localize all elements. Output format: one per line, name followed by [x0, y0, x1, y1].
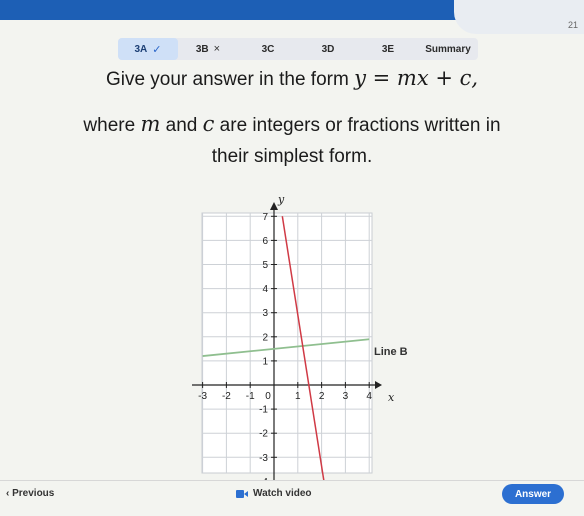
question-line-3: their simplest form. [211, 146, 373, 167]
math-c: c [202, 112, 215, 136]
answer-button[interactable]: Answer [502, 484, 564, 504]
equation-form: y = mx + c, [354, 66, 479, 90]
y-axis-arrow-icon [270, 202, 278, 210]
x-tick-label: 2 [318, 391, 325, 402]
math-m: m [140, 112, 161, 136]
x-tick-label: -1 [245, 391, 255, 402]
y-tick-label: -1 [259, 404, 268, 416]
x-axis-arrow-icon [375, 381, 382, 389]
tab-label: 3C [261, 43, 275, 55]
page-number: 21 [567, 20, 578, 30]
line-b-label: Line B [374, 346, 408, 358]
tab-label: 3D [321, 43, 335, 55]
chevron-left-icon: ‹ [6, 488, 13, 499]
y-tick-label: -3 [259, 452, 268, 464]
y-tick-label: 1 [262, 356, 268, 368]
y-axis-label: y [278, 193, 285, 206]
graph-grid [202, 213, 372, 473]
y-tick-label: 6 [262, 235, 268, 247]
graph-background [202, 213, 372, 473]
tab-label: 3B [195, 43, 209, 55]
y-tick-label: 2 [262, 332, 268, 344]
x-tick-label: -3 [198, 391, 208, 402]
video-icon [236, 490, 248, 498]
previous-label: Previous [12, 488, 55, 499]
check-icon: ✓ [152, 43, 162, 56]
x-tick-label: 1 [295, 391, 301, 402]
watch-video-button[interactable] [236, 488, 312, 499]
question-text: and [160, 115, 203, 136]
previous-button[interactable] [6, 488, 54, 499]
tab-label: Summary [425, 43, 471, 55]
y-tick-label: 4 [262, 284, 268, 296]
watch-video-label: Watch video [253, 488, 312, 499]
x-tick-label: 4 [366, 391, 372, 402]
question-text: Give your answer in the form [105, 69, 355, 90]
cross-icon: × [213, 43, 221, 55]
x-tick-label: 3 [342, 391, 349, 402]
x-tick-label: 0 [265, 391, 271, 402]
question-text: are integers or fractions written in [214, 115, 501, 136]
tab-label: 3E [381, 43, 395, 55]
x-tick-label: -2 [221, 391, 231, 402]
tab-label: 3A [134, 43, 148, 55]
question-text: where [83, 115, 141, 136]
x-axis-label: x [388, 391, 395, 404]
y-tick-label: 3 [262, 308, 268, 320]
y-tick-label: -2 [259, 428, 268, 440]
y-tick-label: 5 [262, 260, 268, 271]
y-tick-label: 7 [262, 211, 268, 223]
